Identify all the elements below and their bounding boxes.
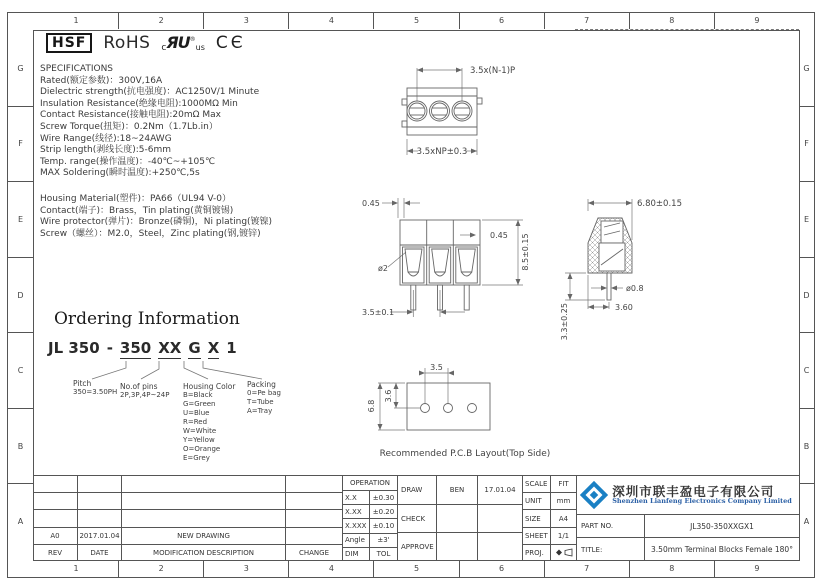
specifications-lines [40,76,259,180]
column-label: 4 [288,12,373,29]
spec-line: MAX Soldering(瞬时温度):+250℃,5s [40,168,200,179]
packing-legend: Packing 0=Pe bag T=Tube A=Tray [247,380,281,415]
top-view-drawing [385,55,555,170]
row-label: F [799,106,814,182]
code-series: JL 350 [48,339,100,357]
housing-color-option: R=Red [183,418,208,426]
row-label: A [799,483,814,559]
part-number-label: PART NO. [577,515,645,537]
code-dash: - [106,339,113,357]
column-label: 5 [373,12,458,29]
revision-row: A0 2017.01.04 NEW DRAWING [33,527,342,544]
front-view-drawing [360,190,540,322]
dimension-label: 3.5±0.1 [362,308,395,317]
row-label: A [8,483,33,559]
dimension-label: 3.5 [430,363,443,372]
column-label: 1 [73,564,79,573]
material-line: Screw（螺丝）：M2.0，Steel，Zinc plating(钢,镀锌) [40,228,261,239]
row-label: D [799,257,814,333]
row-label: B [8,408,33,484]
dimension-label: 3.3±0.25 [560,303,569,341]
company-block [577,476,799,561]
spec-line: Screw Torque(扭矩)：0.2Nm（1.7Lb.in） [40,121,218,132]
approval-row: DRAW BEN 17.01.04 [398,476,522,504]
spec-line: Strip length(剥线长度):5-6mm [40,145,171,156]
dimension-label: 6.8 [367,399,376,413]
column-label: 4 [288,560,373,577]
part-number-row [577,515,799,538]
dimension-label: 3.5xNP±0.3 [416,147,468,157]
packing-option: A=Tray [247,407,273,415]
row-labels-left [8,31,33,559]
code-color: G [188,339,201,357]
pcb-layout-drawing [360,360,590,465]
material-line: Wire protector(弹片)：Bronze(磷铜)，Ni plating(镀镍) [40,217,273,228]
row-label: C [8,332,33,408]
column-labels-top [34,12,799,29]
housing-color-option: W=White [183,427,217,435]
company-name-en: Shenzhen Lianfeng Electronics Company Limited [612,497,792,506]
dimension-label: 0.45 [490,231,508,240]
ce-mark: CЄ [215,33,246,53]
column-label: 9 [714,560,799,577]
dimension-label: 3.5x(N-1)P [470,66,516,76]
row-label: E [799,181,814,257]
packing-option: 0=Pe bag [247,389,281,397]
materials-block [40,194,272,240]
column-label: 7 [544,12,629,29]
tolerance-table [343,476,398,561]
row-label: F [8,106,33,182]
frame-dashed-segment [575,29,799,30]
column-label: 3 [203,560,288,577]
title-block [33,475,799,561]
row-label: C [799,332,814,408]
title-value: 3.50mm Terminal Blocks Female 180° [651,545,793,554]
pitch-legend: Pitch 350=3.50PH [73,379,118,396]
column-label: 3 [203,12,288,29]
dimension-label: 3.6 [384,389,393,403]
side-view-drawing [555,185,725,345]
tolerance-header: OPERATION [343,476,397,491]
ul-recognized-icon: cЯU®us [161,33,205,53]
part-number-value: JL350-350XXGX1 [690,521,754,531]
column-labels-bottom [34,560,799,577]
ordering-code [48,339,244,357]
spec-line: Insulation Resistance(绝缘电阻):1000MΩ Min [40,98,238,109]
code-pitch: 350 [119,339,152,357]
column-label: 1 [73,16,79,25]
row-label: D [8,257,33,333]
code-leader-lines [40,361,340,381]
spec-line: Dielectric strength(抗电强度)：AC1250V/1 Minute [40,87,260,98]
certification-logos [46,33,246,53]
title-row [577,538,799,561]
column-label: 9 [714,12,799,29]
row-labels-right [799,31,814,559]
ordering-title: Ordering Information [54,309,240,329]
column-label: 2 [118,12,203,29]
tolerance-row: DIM TOL [343,547,397,561]
tolerance-row: Angle ±3' [343,533,397,547]
material-line: Contact(端子)：Brass，Tin plating(黄铜镀锡) [40,205,234,216]
housing-color-option: U=Blue [183,409,210,417]
housing-color-legend: Housing Color B=Black G=Green U=Blue R=Red W=White Y=Yellow O=Orange E=Grey [183,382,236,462]
dimension-label: 3.60 [615,303,633,312]
housing-color-option: B=Black [183,391,213,399]
sheet-info-table: SCALE FIT UNIT mm SIZE A4 SHEET 1/1 PROJ. [523,476,577,561]
rohs-mark: RoHS [103,33,151,53]
dimension-label: 0.45 [362,199,380,208]
column-label: 8 [629,560,714,577]
pcb-caption: Recommended P.C.B Layout(Top Side) [379,449,551,459]
revision-header-row: REV DATE MODIFICATION DESCRIPTION CHANGE [33,544,342,561]
code-pins: XX [158,339,182,357]
specifications-block [40,64,259,180]
row-label: G [803,63,810,73]
spec-line: Rated(额定参数)：300V,16A [40,75,163,86]
dimension-label: 8.5±0.15 [521,233,530,271]
company-banner [577,476,799,515]
tolerance-row: X.X ±0.30 [343,491,397,504]
company-name-cn: 深圳市联丰盈电子有限公司 [612,483,775,499]
dimension-label: ø0.8 [626,284,644,293]
tolerance-row: X.XXX ±0.10 [343,518,397,532]
tolerance-row: X.XX ±0.20 [343,504,397,518]
spec-line: Temp. range(操作温度)：-40℃~+105℃ [40,156,216,167]
dimension-label: 6.80±0.15 [637,199,682,209]
approval-row: APPROVE [398,532,522,561]
material-line: Housing Material(塑件)：PA66（UL94 V-0） [40,194,232,204]
pins-legend: No.of pins 2P,3P,4P~24P [120,382,170,399]
row-label: B [799,408,814,484]
specifications-title: SPECIFICATIONS [40,64,114,74]
title-label: TITLE: [577,538,645,561]
hsf-logo: HSF [46,33,92,53]
company-logo-icon [580,481,608,509]
approval-row: CHECK [398,504,522,533]
dimension-label: ø2 [378,264,388,273]
column-label: 2 [118,560,203,577]
column-label: 6 [459,12,544,29]
revision-table [33,476,343,561]
spec-line: Contact Resistance(接触电阻):20mΩ Max [40,110,221,121]
code-packing: X [207,339,220,357]
column-label: 7 [544,560,629,577]
housing-color-option: Y=Yellow [183,436,215,444]
row-label: E [8,181,33,257]
packing-option: T=Tube [247,398,274,406]
column-label: 5 [373,560,458,577]
approval-table [398,476,523,561]
housing-color-option: E=Grey [183,454,210,462]
code-suffix: 1 [226,339,237,357]
row-label: G [17,63,24,73]
column-label: 8 [629,12,714,29]
housing-color-option: O=Orange [183,445,221,453]
column-label: 6 [459,560,544,577]
spec-line: Wire Range(线径):18~24AWG [40,133,172,144]
housing-color-option: G=Green [183,400,216,408]
first-angle-projection-icon [551,545,576,561]
